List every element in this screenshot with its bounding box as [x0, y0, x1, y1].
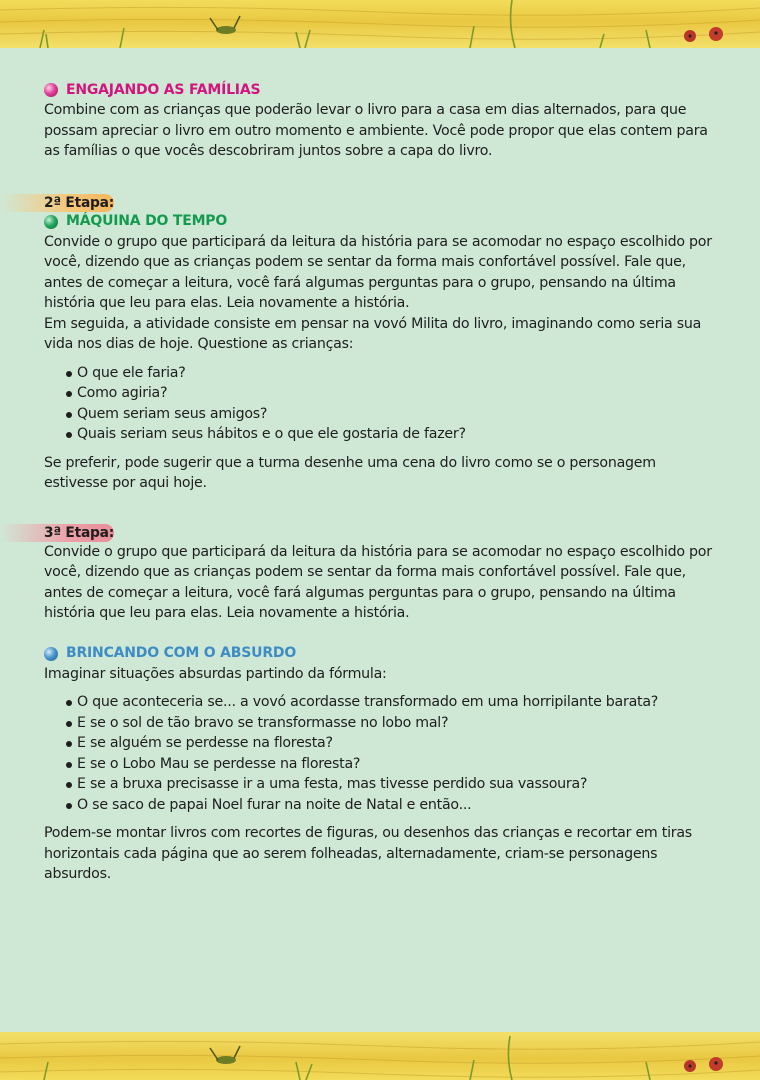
absurd-intro: Imaginar situações absurdas partindo da fórmula:	[44, 665, 387, 682]
list-item: E se a bruxa precisasse ir a uma festa, mas tivesse perdido sua vassoura?	[66, 774, 716, 795]
list-item: O que ele faria?	[66, 363, 716, 384]
stage2-paragraph-3: Se preferir, pode sugerir que a turma desenhe uma cena do livro como se o personagem estivesse por aqui hoje.	[44, 454, 656, 491]
absurd-heading	[44, 644, 716, 664]
families-paragraph: Combine com as crianças que poderão levar o livro para a casa em dias alternados, para que possam apreciar o livro em outro momento e ambiente. Você pode propor que elas contem para as famílias o que vocês descobriram juntos sobre a capa do livro.	[44, 102, 708, 159]
absurd-closing: Podem-se montar livros com recortes de figuras, ou desenhos das crianças e recortar em tiras horizontais cada página que ao serem folheadas, alternadamente, criam-se personagens absurdos.	[44, 825, 692, 882]
families-heading	[44, 80, 716, 100]
list-item: E se o Lobo Mau se perdesse na floresta?	[66, 754, 716, 775]
stage2-label: 2ª Etapa:	[44, 194, 114, 211]
page-content	[44, 80, 716, 885]
list-item: E se o sol de tão bravo se transformasse no lobo mal?	[66, 713, 716, 734]
questions-list	[44, 363, 716, 445]
stage3-label: 3ª Etapa:	[44, 524, 114, 541]
time-machine-heading-text: MÁQUINA DO TEMPO	[66, 213, 228, 230]
blue-bullet-icon	[44, 647, 58, 661]
grasshopper-icon	[210, 1046, 240, 1064]
families-heading-text: ENGAJANDO AS FAMÍLIAS	[66, 81, 261, 98]
list-item: O que aconteceria se... a vovó acordasse transformado em uma horripilante barata?	[66, 692, 716, 713]
stage2-paragraph-1: Convide o grupo que participará da leitura da história para se acomodar no espaço escolhido por você, dizendo que as crianças podem se sentar da forma mais confortável possível. Fale que, antes de começar a leitura, você fará algumas perguntas para o grupo, pensando na última história que leu para elas. Leia novamente a história.	[44, 233, 712, 311]
pink-bullet-icon	[44, 83, 58, 97]
stage3-paragraph: Convide o grupo que participará da leitura da história para se acomodar no espaço escolhido por você, dizendo que as crianças podem se sentar da forma mais confortável possível. Fale que, antes de começar a leitura, você fará algumas perguntas para o grupo, pensando na última história que leu para elas. Leia novamente a história.	[44, 543, 712, 621]
list-item: Quem seriam seus amigos?	[66, 404, 716, 425]
grass-ladybug-illustration	[0, 0, 760, 48]
list-item: Como agiria?	[66, 383, 716, 404]
stage2-badge	[0, 194, 114, 212]
top-grass-band	[0, 0, 760, 48]
bottom-grass-band	[0, 1032, 760, 1080]
absurd-heading-text: BRINCANDO COM O ABSURDO	[66, 645, 297, 662]
stage3-badge	[0, 524, 114, 542]
list-item: E se alguém se perdesse na floresta?	[66, 733, 716, 754]
absurd-list	[44, 692, 716, 815]
ladybug-icon	[684, 27, 723, 42]
stage2-paragraph-2: Em seguida, a atividade consiste em pensar na vovó Milita do livro, imaginando como seria sua vida nos dias de hoje. Questione as crianças:	[44, 315, 702, 352]
green-bullet-icon	[44, 215, 58, 229]
list-item: Quais seriam seus hábitos e o que ele gostaria de fazer?	[66, 424, 716, 445]
list-item: O se saco de papai Noel furar na noite de Natal e então...	[66, 795, 716, 816]
time-machine-heading	[44, 212, 716, 232]
grass-ladybug-illustration	[0, 1032, 760, 1080]
